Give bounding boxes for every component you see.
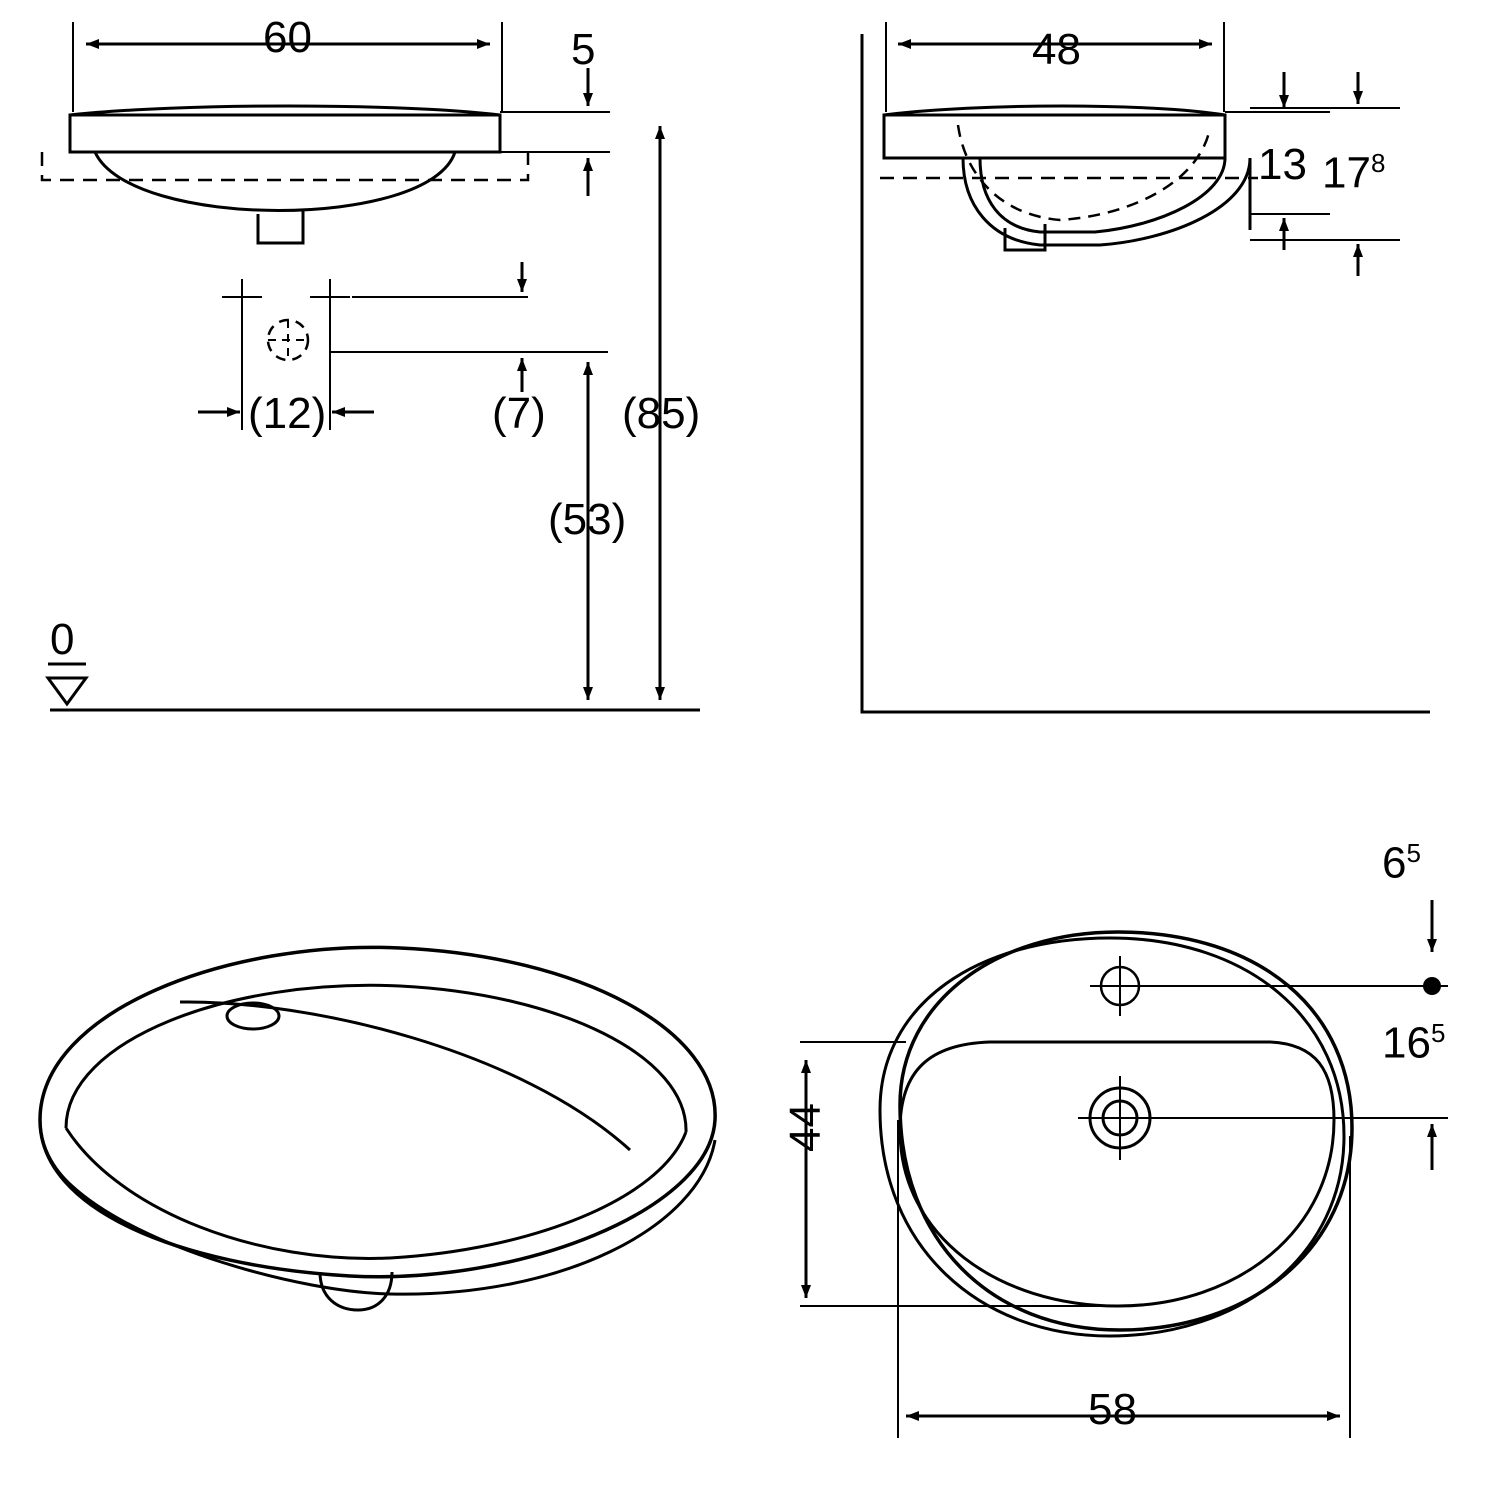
front-elevation-view: [42, 22, 700, 710]
dimension-label-bowl-13: 13: [1258, 140, 1307, 189]
dimension-label-height-53: (53): [548, 495, 627, 544]
dimension-label-height-85: (85): [622, 389, 701, 438]
top-16-superscript: 5: [1430, 1018, 1446, 1048]
total-17-superscript: 8: [1370, 148, 1386, 178]
dimension-label-tap-hole-12: (12): [248, 389, 327, 438]
dimension-label-depth-48: 48: [1032, 25, 1081, 74]
dimension-label-overflow-7: (7): [492, 389, 546, 438]
top-view: [800, 900, 1448, 1438]
dimension-label-top-6-5: [1382, 840, 1421, 886]
dimension-label-rim-5: 5: [571, 25, 596, 74]
dimension-label-depth-44: 44: [781, 1103, 830, 1152]
side-elevation-view: [862, 22, 1430, 712]
dimension-label-width-60: 60: [263, 13, 312, 62]
dimension-label-total-17-8: [1322, 150, 1385, 196]
dimension-label-width-58: 58: [1088, 1385, 1137, 1434]
top-6-value: 6: [1382, 838, 1407, 888]
perspective-view: [40, 947, 715, 1310]
dimension-label-floor-zero: 0: [50, 615, 75, 664]
top-6-superscript: 5: [1406, 838, 1421, 868]
total-17-value: 17: [1322, 148, 1371, 198]
dimension-label-top-16-5: [1382, 1020, 1445, 1066]
top-16-value: 16: [1382, 1018, 1431, 1068]
